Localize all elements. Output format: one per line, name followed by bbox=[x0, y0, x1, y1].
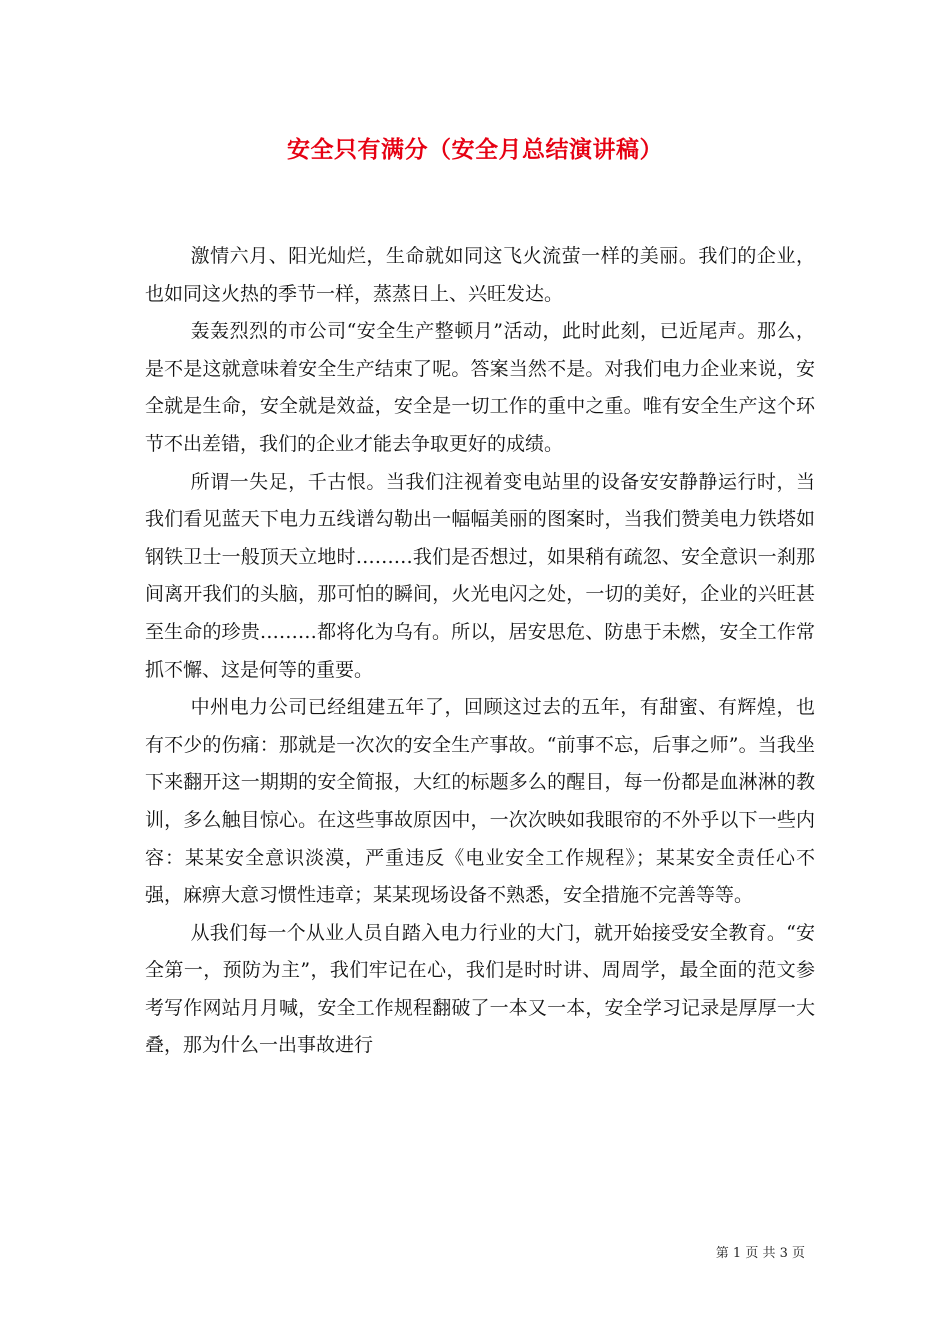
paragraph: 激情六月、阳光灿烂，生命就如同这飞火流萤一样的美丽。我们的企业，也如同这火热的季节一样，蒸蒸日上、兴旺发达。 bbox=[145, 245, 815, 305]
page-number-footer: 第 1 页 共 3 页 bbox=[715, 1246, 805, 1261]
paragraph: 从我们每一个从业人员自踏入电力行业的大门，就开始接受安全教育。“安全第一，预防为主”，我们牢记在心，我们是时时讲、周周学，最全面的范文参考写作网站月月喊，安全工作规程翻破了一本又一本，安全学习记录是厚厚一大叠，那为什么一出事故进行 bbox=[145, 921, 815, 1057]
document-body bbox=[145, 238, 815, 1065]
paragraph: 所谓一失足，千古恨。当我们注视着变电站里的设备安安静静运行时，当我们看见蓝天下电力五线谱勾勒出一幅幅美丽的图案时，当我们赞美电力铁塔如钢铁卫士一般顶天立地时………我们是否想过，如果稍有疏忽、安全意识一刹那间离开我们的头脑，那可怕的瞬间，火光电闪之处，一切的美好，企业的兴旺甚至生命的珍贵………都将化为乌有。所以，居安思危、防患于未燃，安全工作常抓不懈、这是何等的重要。 bbox=[145, 470, 815, 681]
paragraph: 轰轰烈烈的市公司“安全生产整顿月”活动，此时此刻，已近尾声。那么，是不是这就意味着安全生产结束了呢。答案当然不是。对我们电力企业来说，安全就是生命，安全就是效益，安全是一切工作的重中之重。唯有安全生产这个环节不出差错，我们的企业才能去争取更好的成绩。 bbox=[145, 320, 815, 455]
paragraph: 中州电力公司已经组建五年了，回顾这过去的五年，有甜蜜、有辉煌，也有不少的伤痛：那就是一次次的安全生产事故。“前事不忘，后事之师”。当我坐下来翻开这一期期的安全简报，大红的标题多么的醒目，每一份都是血淋淋的教训，多么触目惊心。在这些事故原因中，一次次映如我眼帘的不外乎以下一些内容：某某安全意识淡漠，严重违反《电业安全工作规程》；某某安全责任心不强，麻痹大意习惯性违章；某某现场设备不熟悉，安全措施不完善等等。 bbox=[145, 696, 815, 907]
document-title: 安全只有满分（安全月总结演讲稿） bbox=[287, 136, 663, 163]
